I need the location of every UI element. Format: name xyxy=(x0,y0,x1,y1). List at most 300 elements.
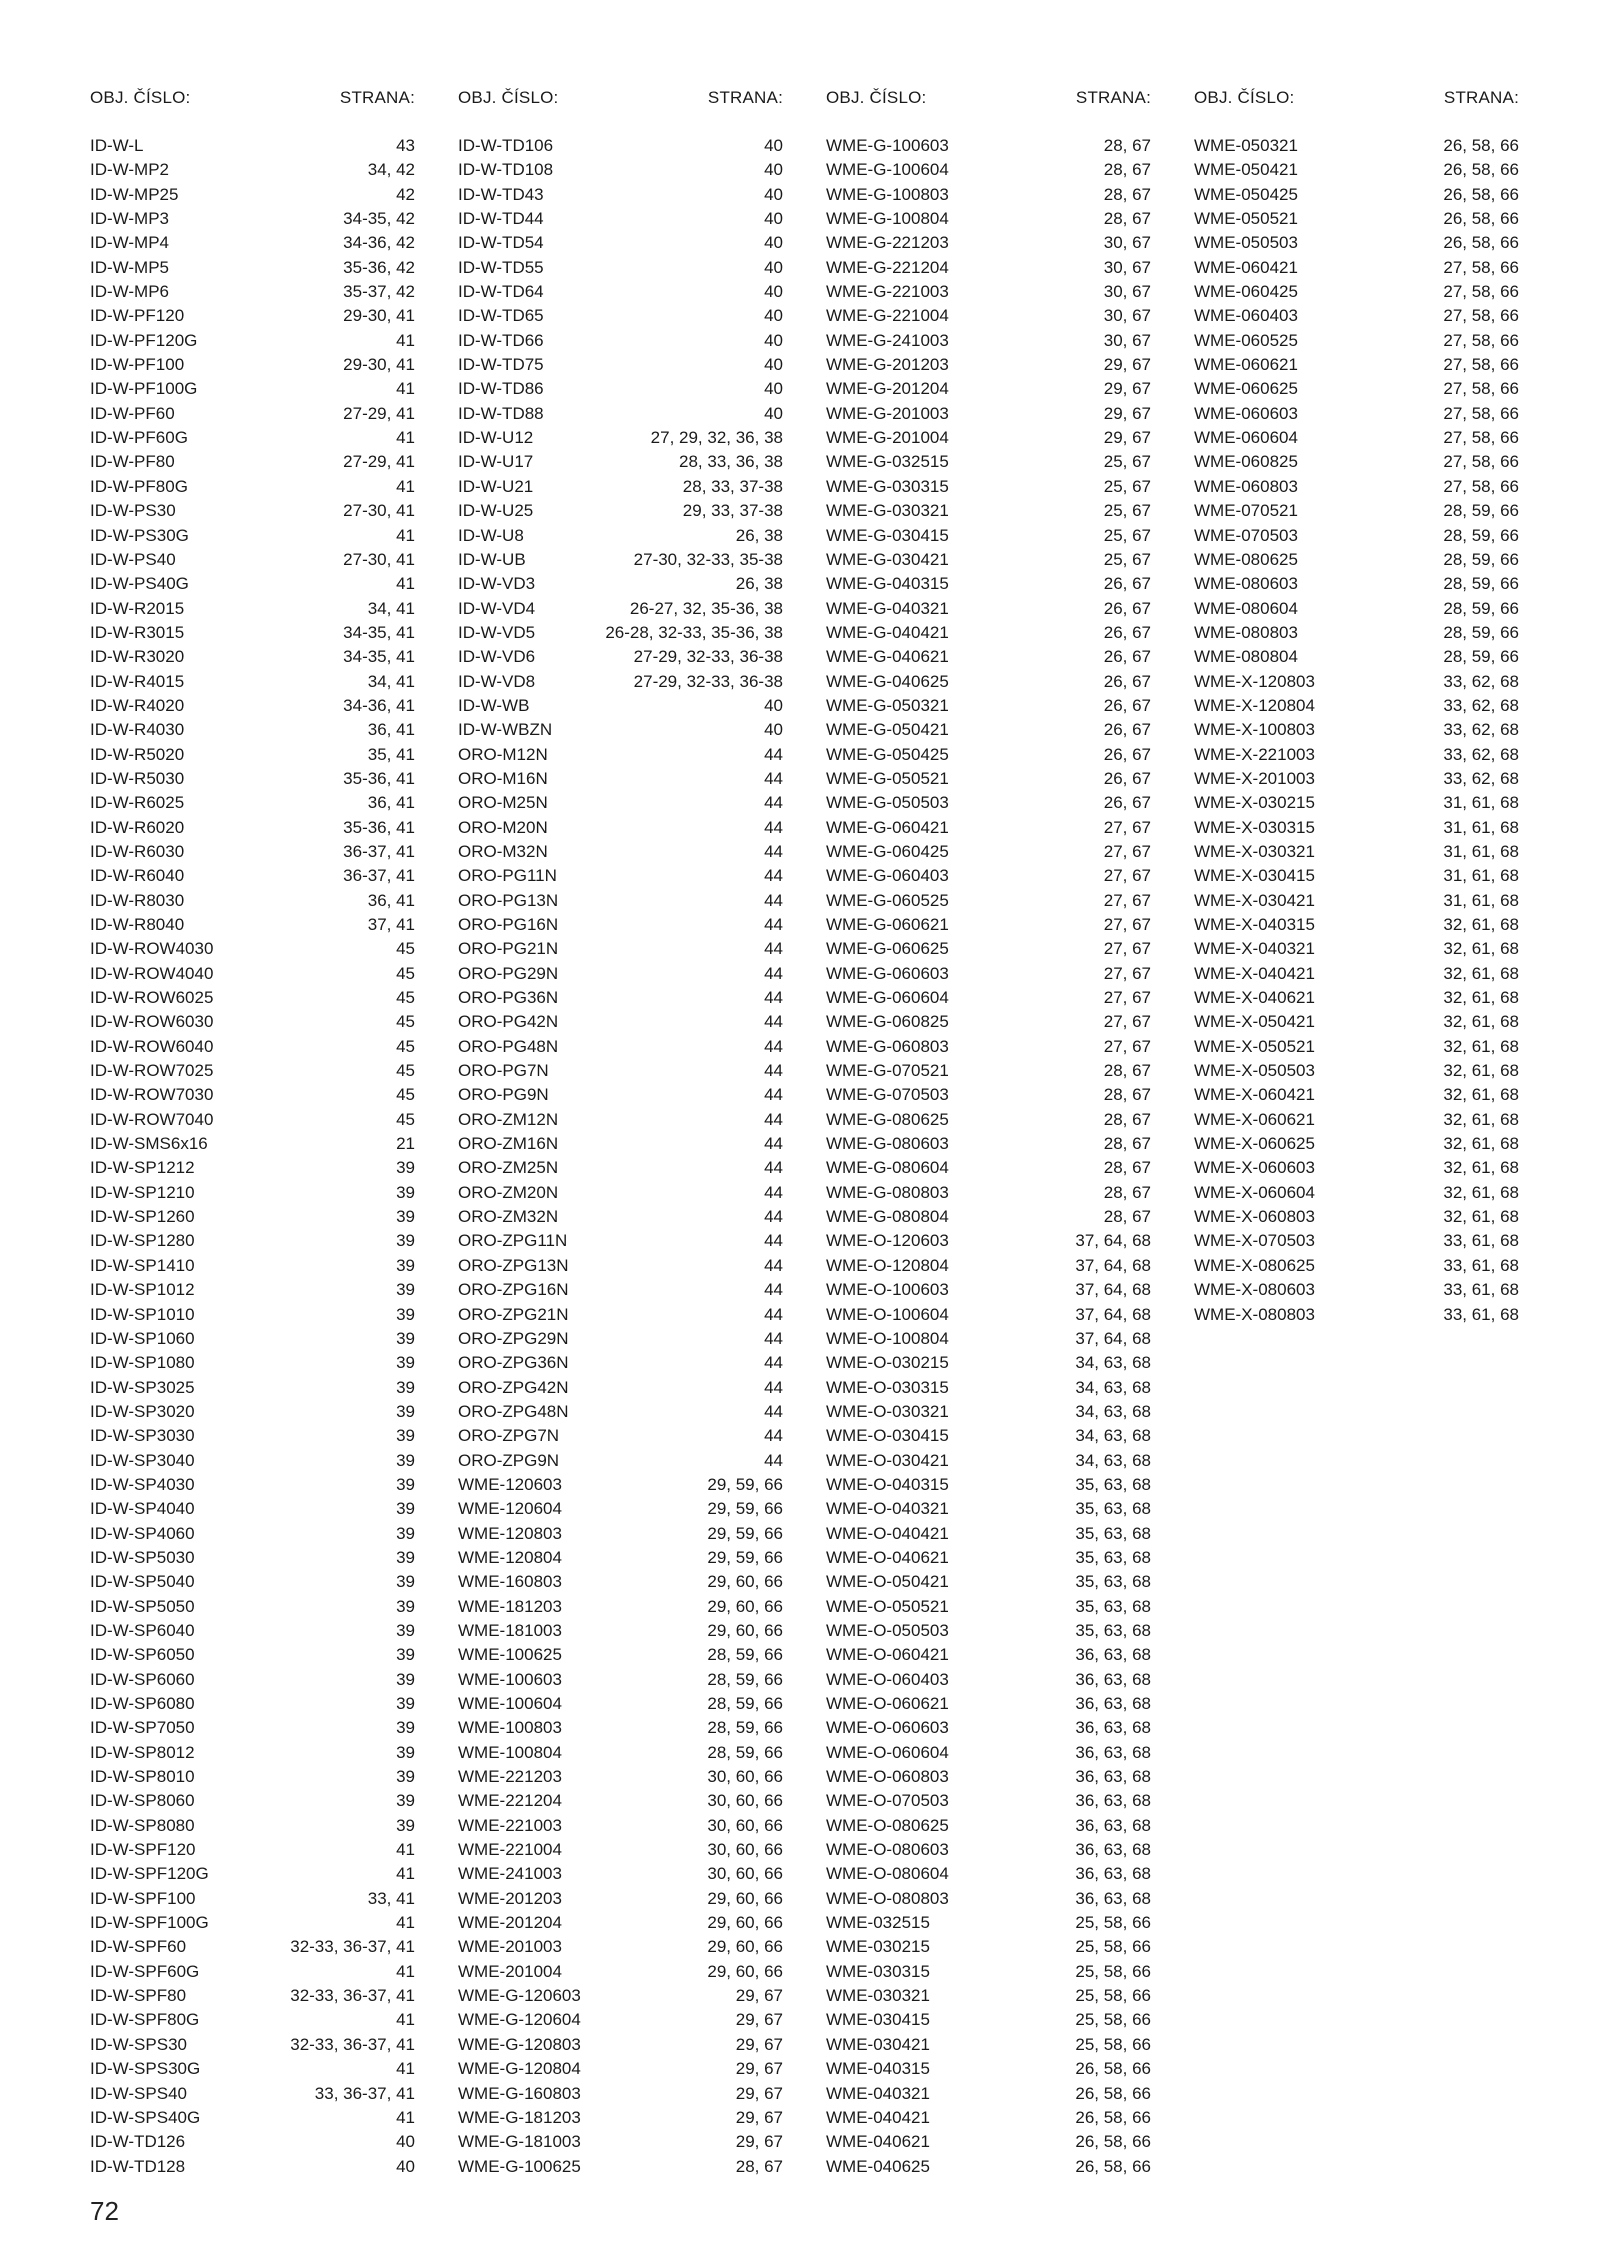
item-pages: 27-29, 41 xyxy=(343,452,415,472)
item-pages: 39 xyxy=(396,1182,415,1202)
page-header-label: STRANA: xyxy=(1443,88,1519,107)
index-row xyxy=(90,1692,415,1716)
item-code: ID-W-VD3 xyxy=(458,574,536,594)
index-row xyxy=(458,597,783,621)
item-pages: 34, 63, 68 xyxy=(1075,1426,1151,1446)
index-row xyxy=(1194,767,1519,791)
item-pages: 34, 41 xyxy=(367,671,415,691)
item-pages: 26, 58, 66 xyxy=(1075,2132,1151,2152)
item-code: WME-050521 xyxy=(1194,209,1298,229)
item-pages: 34, 42 xyxy=(367,160,415,180)
item-pages: 41 xyxy=(396,1840,415,1860)
item-code: WME-O-050421 xyxy=(826,1572,949,1592)
item-pages: 44 xyxy=(764,1255,783,1275)
index-row xyxy=(1194,645,1519,669)
index-row xyxy=(90,158,415,182)
index-row xyxy=(826,1619,1151,1643)
item-pages: 35-36, 41 xyxy=(343,768,415,788)
index-row xyxy=(90,1522,415,1546)
item-code: ID-W-R5020 xyxy=(90,744,185,764)
index-row xyxy=(90,1497,415,1521)
index-row xyxy=(90,377,415,401)
index-row xyxy=(90,840,415,864)
index-row xyxy=(826,1911,1151,1935)
item-pages: 27, 58, 66 xyxy=(1443,282,1519,302)
index-row xyxy=(826,134,1151,158)
item-pages: 44 xyxy=(764,1401,783,1421)
item-code: WME-030321 xyxy=(826,1986,930,2006)
item-code: WME-X-070503 xyxy=(1194,1231,1315,1251)
item-pages: 44 xyxy=(764,1061,783,1081)
item-code: ID-W-TD86 xyxy=(458,379,544,399)
index-row xyxy=(90,1741,415,1765)
item-code: WME-G-060803 xyxy=(826,1036,949,1056)
item-code: WME-080603 xyxy=(1194,574,1298,594)
item-code: ID-W-TD66 xyxy=(458,330,544,350)
item-code: ID-W-WB xyxy=(458,695,530,715)
item-code: WME-O-030315 xyxy=(826,1377,949,1397)
item-code: WME-G-241003 xyxy=(826,330,949,350)
index-row xyxy=(458,1351,783,1375)
item-pages: 26, 58, 66 xyxy=(1075,2107,1151,2127)
index-row xyxy=(90,548,415,572)
item-pages: 36, 63, 68 xyxy=(1075,1669,1151,1689)
item-code: WME-O-100604 xyxy=(826,1304,949,1324)
index-row xyxy=(826,597,1151,621)
index-row xyxy=(90,816,415,840)
item-pages: 28, 59, 66 xyxy=(707,1742,783,1762)
item-code: WME-X-060803 xyxy=(1194,1207,1315,1227)
item-code: WME-G-100603 xyxy=(826,136,949,155)
item-code: WME-060603 xyxy=(1194,403,1298,423)
index-row xyxy=(826,2033,1151,2057)
item-code: WME-O-030415 xyxy=(826,1426,949,1446)
index-row xyxy=(1194,1303,1519,1327)
item-code: ID-W-TD55 xyxy=(458,257,544,277)
item-code: ID-W-SP1210 xyxy=(90,1182,195,1202)
item-code: WME-221003 xyxy=(458,1815,562,1835)
item-pages: 28, 59, 66 xyxy=(1443,574,1519,594)
index-row xyxy=(826,499,1151,523)
item-code: WME-G-050521 xyxy=(826,768,949,788)
index-row xyxy=(826,840,1151,864)
item-pages: 29, 60, 66 xyxy=(707,1937,783,1957)
item-pages: 27, 58, 66 xyxy=(1443,355,1519,375)
item-pages: 34, 63, 68 xyxy=(1075,1377,1151,1397)
item-code: WME-060803 xyxy=(1194,476,1298,496)
index-row xyxy=(458,1570,783,1594)
index-row xyxy=(90,597,415,621)
index-row xyxy=(90,1838,415,1862)
item-pages: 33, 36-37, 41 xyxy=(314,2083,415,2103)
index-row xyxy=(90,304,415,328)
item-code: WME-040625 xyxy=(826,2156,930,2176)
index-row xyxy=(458,1546,783,1570)
item-pages: 36, 63, 68 xyxy=(1075,1888,1151,1908)
index-row xyxy=(1194,1132,1519,1156)
index-row xyxy=(90,1059,415,1083)
index-column-1 xyxy=(90,86,415,2179)
item-pages: 32-33, 36-37, 41 xyxy=(290,1937,415,1957)
index-row xyxy=(90,2008,415,2032)
item-pages: 28, 67 xyxy=(1103,184,1151,204)
index-row xyxy=(90,280,415,304)
item-pages: 29, 59, 66 xyxy=(707,1499,783,1519)
item-code: WME-181003 xyxy=(458,1620,562,1640)
item-code: ID-W-PS40 xyxy=(90,549,176,569)
index-row xyxy=(826,1984,1151,2008)
index-row xyxy=(458,1911,783,1935)
item-pages: 32, 61, 68 xyxy=(1443,915,1519,934)
item-pages: 32, 61, 68 xyxy=(1443,939,1519,959)
item-code: WME-O-030321 xyxy=(826,1401,949,1421)
item-code: ORO-ZM32N xyxy=(458,1207,559,1227)
index-row xyxy=(826,1497,1151,1521)
item-pages: 37, 64, 68 xyxy=(1075,1328,1151,1348)
index-row xyxy=(458,2057,783,2081)
item-pages: 26, 67 xyxy=(1103,695,1151,715)
item-code: ORO-PG48N xyxy=(458,1036,559,1056)
index-row xyxy=(90,962,415,986)
item-code: WME-G-100803 xyxy=(826,184,949,204)
index-row xyxy=(458,1083,783,1107)
item-code: ID-W-R8040 xyxy=(90,915,185,934)
item-code: WME-X-050521 xyxy=(1194,1036,1315,1056)
index-row xyxy=(90,572,415,596)
index-row xyxy=(458,743,783,767)
index-row xyxy=(826,2155,1151,2179)
item-code: ID-W-VD4 xyxy=(458,598,536,618)
index-row xyxy=(458,1765,783,1789)
item-code: WME-O-060604 xyxy=(826,1742,949,1762)
index-row xyxy=(826,2008,1151,2032)
index-row xyxy=(826,1668,1151,1692)
item-pages: 41 xyxy=(396,2107,415,2127)
index-row xyxy=(90,718,415,742)
index-row xyxy=(1194,377,1519,401)
item-pages: 36, 63, 68 xyxy=(1075,1742,1151,1762)
item-code: WME-G-050421 xyxy=(826,720,949,740)
item-pages: 25, 67 xyxy=(1103,549,1151,569)
item-pages: 27-29, 32-33, 36-38 xyxy=(633,647,783,667)
index-row xyxy=(1194,402,1519,426)
index-row xyxy=(90,1083,415,1107)
item-pages: 40 xyxy=(764,330,783,350)
item-pages: 28, 67 xyxy=(1103,136,1151,155)
item-pages: 44 xyxy=(764,1304,783,1324)
index-row xyxy=(1194,937,1519,961)
item-code: ID-W-SP1260 xyxy=(90,1207,195,1227)
item-pages: 33, 62, 68 xyxy=(1443,671,1519,691)
item-pages: 34, 63, 68 xyxy=(1075,1450,1151,1470)
item-code: ID-W-SP3025 xyxy=(90,1377,195,1397)
index-row xyxy=(826,670,1151,694)
item-pages: 37, 41 xyxy=(367,915,415,934)
item-code: ORO-ZPG13N xyxy=(458,1255,569,1275)
index-row xyxy=(90,1132,415,1156)
item-code: ORO-PG16N xyxy=(458,915,559,934)
item-pages: 44 xyxy=(764,1426,783,1446)
index-row xyxy=(826,1303,1151,1327)
index-row xyxy=(1194,1108,1519,1132)
index-row xyxy=(458,1278,783,1302)
index-row xyxy=(90,450,415,474)
index-row xyxy=(826,1424,1151,1448)
index-row xyxy=(90,353,415,377)
item-pages: 40 xyxy=(764,160,783,180)
item-code: WME-221203 xyxy=(458,1767,562,1787)
item-pages: 26, 58, 66 xyxy=(1075,2083,1151,2103)
index-row xyxy=(90,499,415,523)
item-pages: 27, 67 xyxy=(1103,988,1151,1008)
item-code: ID-W-TD128 xyxy=(90,2156,186,2176)
item-code: WME-120603 xyxy=(458,1474,562,1494)
item-pages: 45 xyxy=(396,1012,415,1032)
index-row xyxy=(90,256,415,280)
item-code: ORO-PG11N xyxy=(458,866,557,886)
item-pages: 34-36, 42 xyxy=(343,233,415,253)
item-code: WME-X-080625 xyxy=(1194,1255,1315,1275)
item-pages: 32-33, 36-37, 41 xyxy=(290,2034,415,2054)
item-code: WME-120604 xyxy=(458,1499,562,1519)
item-pages: 39 xyxy=(396,1353,415,1373)
item-pages: 28, 59, 66 xyxy=(707,1718,783,1738)
index-row xyxy=(458,548,783,572)
item-pages: 26, 67 xyxy=(1103,598,1151,618)
item-code: ID-W-MP25 xyxy=(90,184,179,204)
item-pages: 29, 67 xyxy=(1103,355,1151,375)
item-pages: 25, 67 xyxy=(1103,476,1151,496)
index-row xyxy=(458,1838,783,1862)
index-row xyxy=(1194,572,1519,596)
code-header-label: OBJ. ČÍSLO: xyxy=(1194,88,1295,107)
item-pages: 28, 67 xyxy=(1103,1109,1151,1129)
item-pages: 39 xyxy=(396,1547,415,1567)
index-row xyxy=(826,1814,1151,1838)
item-pages: 42 xyxy=(396,184,415,204)
item-code: ID-W-R3015 xyxy=(90,622,185,642)
item-pages: 29, 59, 66 xyxy=(707,1547,783,1567)
index-row xyxy=(458,158,783,182)
item-pages: 35, 63, 68 xyxy=(1075,1596,1151,1616)
index-row xyxy=(458,1960,783,1984)
item-code: ORO-ZPG36N xyxy=(458,1353,569,1373)
index-row xyxy=(458,840,783,864)
item-code: WME-G-060621 xyxy=(826,915,949,934)
item-code: ID-W-SPS30G xyxy=(90,2059,201,2079)
index-row xyxy=(826,1643,1151,1667)
item-pages: 44 xyxy=(764,1182,783,1202)
index-row xyxy=(826,256,1151,280)
item-pages: 41 xyxy=(396,379,415,399)
index-row xyxy=(458,1156,783,1180)
item-pages: 28, 67 xyxy=(1103,209,1151,229)
index-row xyxy=(458,1181,783,1205)
item-pages: 30, 67 xyxy=(1103,233,1151,253)
item-pages: 39 xyxy=(396,1596,415,1616)
index-row xyxy=(1194,718,1519,742)
item-pages: 33, 62, 68 xyxy=(1443,744,1519,764)
item-code: WME-G-060403 xyxy=(826,866,949,886)
index-row xyxy=(826,1108,1151,1132)
item-pages: 27-30, 32-33, 35-38 xyxy=(633,549,783,569)
index-row xyxy=(458,1984,783,2008)
item-pages: 29, 60, 66 xyxy=(707,1620,783,1640)
item-code: WME-060825 xyxy=(1194,452,1298,472)
item-pages: 44 xyxy=(764,1450,783,1470)
item-code: ID-W-SP4030 xyxy=(90,1474,195,1494)
item-pages: 25, 58, 66 xyxy=(1075,1937,1151,1957)
index-row xyxy=(458,1862,783,1886)
item-code: ID-W-TD108 xyxy=(458,160,554,180)
index-row xyxy=(90,1960,415,1984)
item-code: ID-W-SP3020 xyxy=(90,1401,195,1421)
item-pages: 34, 63, 68 xyxy=(1075,1353,1151,1373)
item-pages: 44 xyxy=(764,1328,783,1348)
index-row xyxy=(458,475,783,499)
item-pages: 32, 61, 68 xyxy=(1443,1182,1519,1202)
index-row xyxy=(826,2057,1151,2081)
index-row xyxy=(90,1254,415,1278)
item-code: ID-W-U8 xyxy=(458,525,524,545)
item-code: ID-W-SPF120 xyxy=(90,1840,196,1860)
index-row xyxy=(90,1887,415,1911)
item-pages: 29, 67 xyxy=(1103,428,1151,448)
item-pages: 33, 62, 68 xyxy=(1443,768,1519,788)
item-code: WME-G-070503 xyxy=(826,1085,949,1105)
item-code: ID-W-SP1010 xyxy=(90,1304,195,1324)
item-code: ID-W-VD8 xyxy=(458,671,536,691)
index-row xyxy=(90,1376,415,1400)
index-rows xyxy=(458,134,783,2179)
item-pages: 26, 58, 66 xyxy=(1443,136,1519,155)
item-pages: 27, 67 xyxy=(1103,915,1151,934)
item-code: WME-O-080625 xyxy=(826,1815,949,1835)
item-pages: 29, 67 xyxy=(735,2034,783,2054)
item-code: ID-W-WBZN xyxy=(458,720,553,740)
item-pages: 39 xyxy=(396,1815,415,1835)
index-row xyxy=(1194,1083,1519,1107)
item-pages: 27, 29, 32, 36, 38 xyxy=(650,428,783,448)
item-code: WME-060425 xyxy=(1194,282,1298,302)
index-row xyxy=(826,1400,1151,1424)
item-pages: 26, 67 xyxy=(1103,574,1151,594)
item-code: ID-W-U12 xyxy=(458,428,534,448)
index-row xyxy=(826,402,1151,426)
item-code: WME-201004 xyxy=(458,1961,562,1981)
item-pages: 25, 58, 66 xyxy=(1075,1986,1151,2006)
item-code: WME-080803 xyxy=(1194,622,1298,642)
item-pages: 40 xyxy=(764,306,783,326)
item-code: ID-W-PF60G xyxy=(90,428,188,448)
item-pages: 31, 61, 68 xyxy=(1443,793,1519,813)
index-row xyxy=(90,1108,415,1132)
index-row xyxy=(458,377,783,401)
item-pages: 29, 60, 66 xyxy=(707,1596,783,1616)
item-pages: 39 xyxy=(396,1255,415,1275)
item-pages: 26-27, 32, 35-36, 38 xyxy=(629,598,783,618)
item-pages: 27, 67 xyxy=(1103,841,1151,861)
item-pages: 34, 41 xyxy=(367,598,415,618)
item-code: ID-W-SP3040 xyxy=(90,1450,195,1470)
item-code: ID-W-VD5 xyxy=(458,622,536,642)
index-row xyxy=(1194,864,1519,888)
item-code: WME-G-221004 xyxy=(826,306,949,326)
index-row xyxy=(1194,1010,1519,1034)
item-code: WME-G-221203 xyxy=(826,233,949,253)
index-row xyxy=(1194,304,1519,328)
item-pages: 28, 59, 66 xyxy=(1443,501,1519,521)
index-row xyxy=(826,621,1151,645)
item-pages: 32, 61, 68 xyxy=(1443,988,1519,1008)
item-pages: 26, 67 xyxy=(1103,744,1151,764)
item-pages: 32, 61, 68 xyxy=(1443,1134,1519,1154)
index-row xyxy=(458,1716,783,1740)
item-pages: 41 xyxy=(396,2010,415,2030)
index-row xyxy=(90,1716,415,1740)
index-row xyxy=(826,1789,1151,1813)
item-pages: 36-37, 41 xyxy=(343,841,415,861)
index-row xyxy=(458,1887,783,1911)
item-pages: 34-36, 41 xyxy=(343,695,415,715)
item-code: WME-G-060604 xyxy=(826,988,949,1008)
item-pages: 30, 67 xyxy=(1103,330,1151,350)
item-pages: 44 xyxy=(764,817,783,837)
item-pages: 28, 67 xyxy=(735,2156,783,2176)
item-code: WME-X-060621 xyxy=(1194,1109,1315,1129)
item-code: WME-040621 xyxy=(826,2132,930,2152)
item-code: ID-W-MP2 xyxy=(90,160,170,180)
item-pages: 28, 59, 66 xyxy=(1443,598,1519,618)
item-pages: 28, 59, 66 xyxy=(1443,647,1519,667)
item-code: WME-201203 xyxy=(458,1888,562,1908)
index-row xyxy=(90,231,415,255)
item-code: WME-G-030421 xyxy=(826,549,949,569)
item-pages: 36, 63, 68 xyxy=(1075,1840,1151,1860)
item-code: ID-W-SP6080 xyxy=(90,1694,195,1713)
index-row xyxy=(1194,621,1519,645)
item-code: WME-O-080603 xyxy=(826,1840,949,1860)
item-code: WME-O-050521 xyxy=(826,1596,949,1616)
index-row xyxy=(826,767,1151,791)
index-row xyxy=(1194,524,1519,548)
item-code: ID-W-U21 xyxy=(458,476,534,496)
item-code: ORO-PG29N xyxy=(458,963,559,983)
item-pages: 33, 61, 68 xyxy=(1443,1255,1519,1275)
index-row xyxy=(90,645,415,669)
index-row xyxy=(458,1376,783,1400)
item-pages: 29, 59, 66 xyxy=(707,1474,783,1494)
item-pages: 27, 67 xyxy=(1103,1012,1151,1032)
item-pages: 36, 63, 68 xyxy=(1075,1767,1151,1787)
item-code: WME-G-120803 xyxy=(458,2034,581,2054)
item-pages: 27, 58, 66 xyxy=(1443,428,1519,448)
item-code: ID-W-SPS40G xyxy=(90,2107,201,2127)
index-row xyxy=(1194,840,1519,864)
index-row xyxy=(1194,1035,1519,1059)
item-code: ID-W-SPF100 xyxy=(90,1888,196,1908)
item-pages: 45 xyxy=(396,1061,415,1081)
item-code: WME-G-030315 xyxy=(826,476,949,496)
index-row xyxy=(90,2057,415,2081)
item-code: WME-G-201004 xyxy=(826,428,949,448)
item-pages: 29, 67 xyxy=(735,2059,783,2079)
index-row xyxy=(90,1424,415,1448)
item-code: ID-W-TD65 xyxy=(458,306,544,326)
item-pages: 35, 41 xyxy=(367,744,415,764)
item-code: WME-100804 xyxy=(458,1742,562,1762)
item-pages: 37, 64, 68 xyxy=(1075,1255,1151,1275)
